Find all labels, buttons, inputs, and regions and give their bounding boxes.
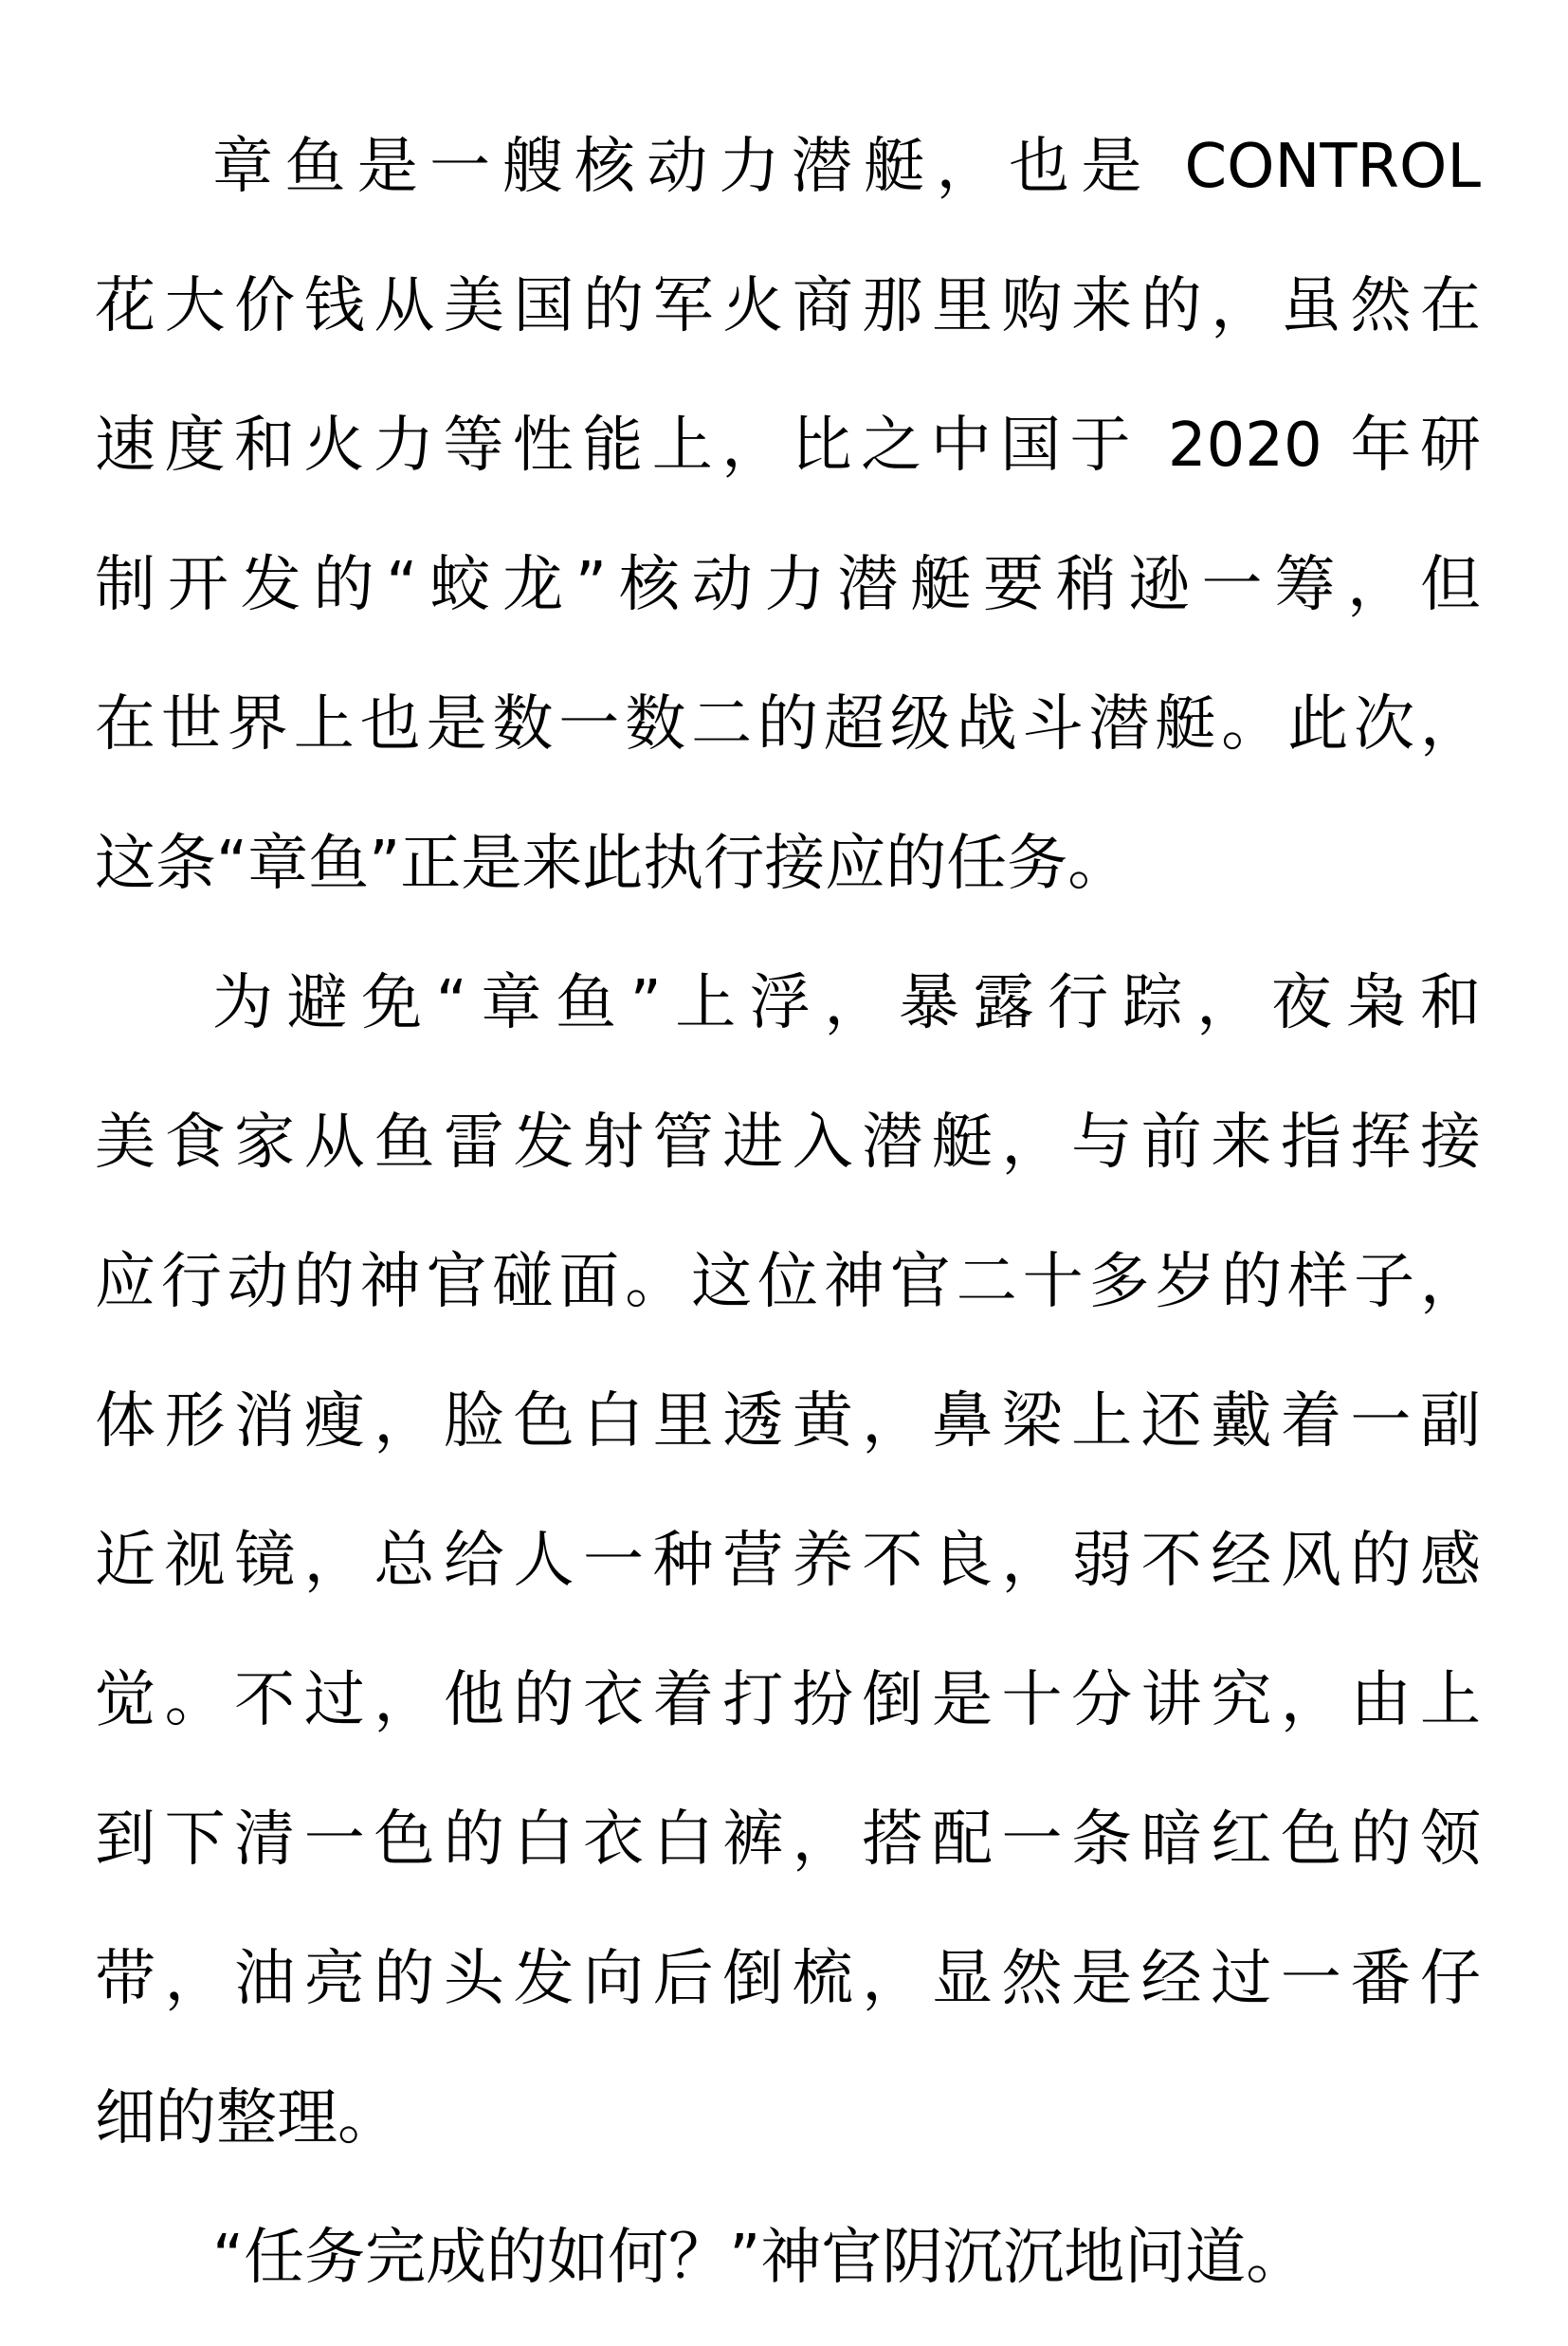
paragraph-2-line-4: 体形消瘦，脸色白里透黄，鼻梁上还戴着一副 <box>95 1386 1481 1457</box>
paragraph-2-line-9: 细的整理。 <box>95 2083 398 2154</box>
paragraph-1-line-3: 速度和火力等性能上，比之中国于 2020 年研 <box>95 411 1481 481</box>
paragraph-1-line-4: 制开发的“蛟龙”核动力潜艇要稍逊一筹，但 <box>95 550 1481 620</box>
paragraph-1-line-1: 章鱼是一艘核动力潜艇，也是 CONTROL <box>212 132 1481 202</box>
paragraph-1-line-5: 在世界上也是数一数二的超级战斗潜艇。此次， <box>95 689 1481 760</box>
paragraph-1-line-6: 这条“章鱼”正是来此执行接应的任务。 <box>95 829 1129 899</box>
paragraph-1-line-2: 花大价钱从美国的军火商那里购来的，虽然在 <box>95 271 1481 341</box>
paragraph-2-line-6: 觉。不过，他的衣着打扮倒是十分讲究，由上 <box>95 1665 1481 1735</box>
paragraph-2-line-7: 到下清一色的白衣白裤，搭配一条暗红色的领 <box>95 1805 1481 1875</box>
paragraph-2-line-3: 应行动的神官碰面。这位神官二十多岁的样子， <box>95 1247 1481 1317</box>
paragraph-3-line-1: “任务完成的如何？”神官阴沉沉地问道。 <box>212 2223 1307 2293</box>
paragraph-2-line-8: 带，油亮的头发向后倒梳，显然是经过一番仔 <box>95 1944 1481 2014</box>
body-text <box>95 116 1481 2346</box>
paragraph-2-line-5: 近视镜，总给人一种营养不良，弱不经风的感 <box>95 1526 1481 1596</box>
paragraph-2-line-1: 为避免“章鱼”上浮，暴露行踪，夜枭和 <box>212 968 1481 1038</box>
paragraph-2-line-2: 美食家从鱼雷发射管进入潜艇，与前来指挥接 <box>95 1108 1481 1178</box>
